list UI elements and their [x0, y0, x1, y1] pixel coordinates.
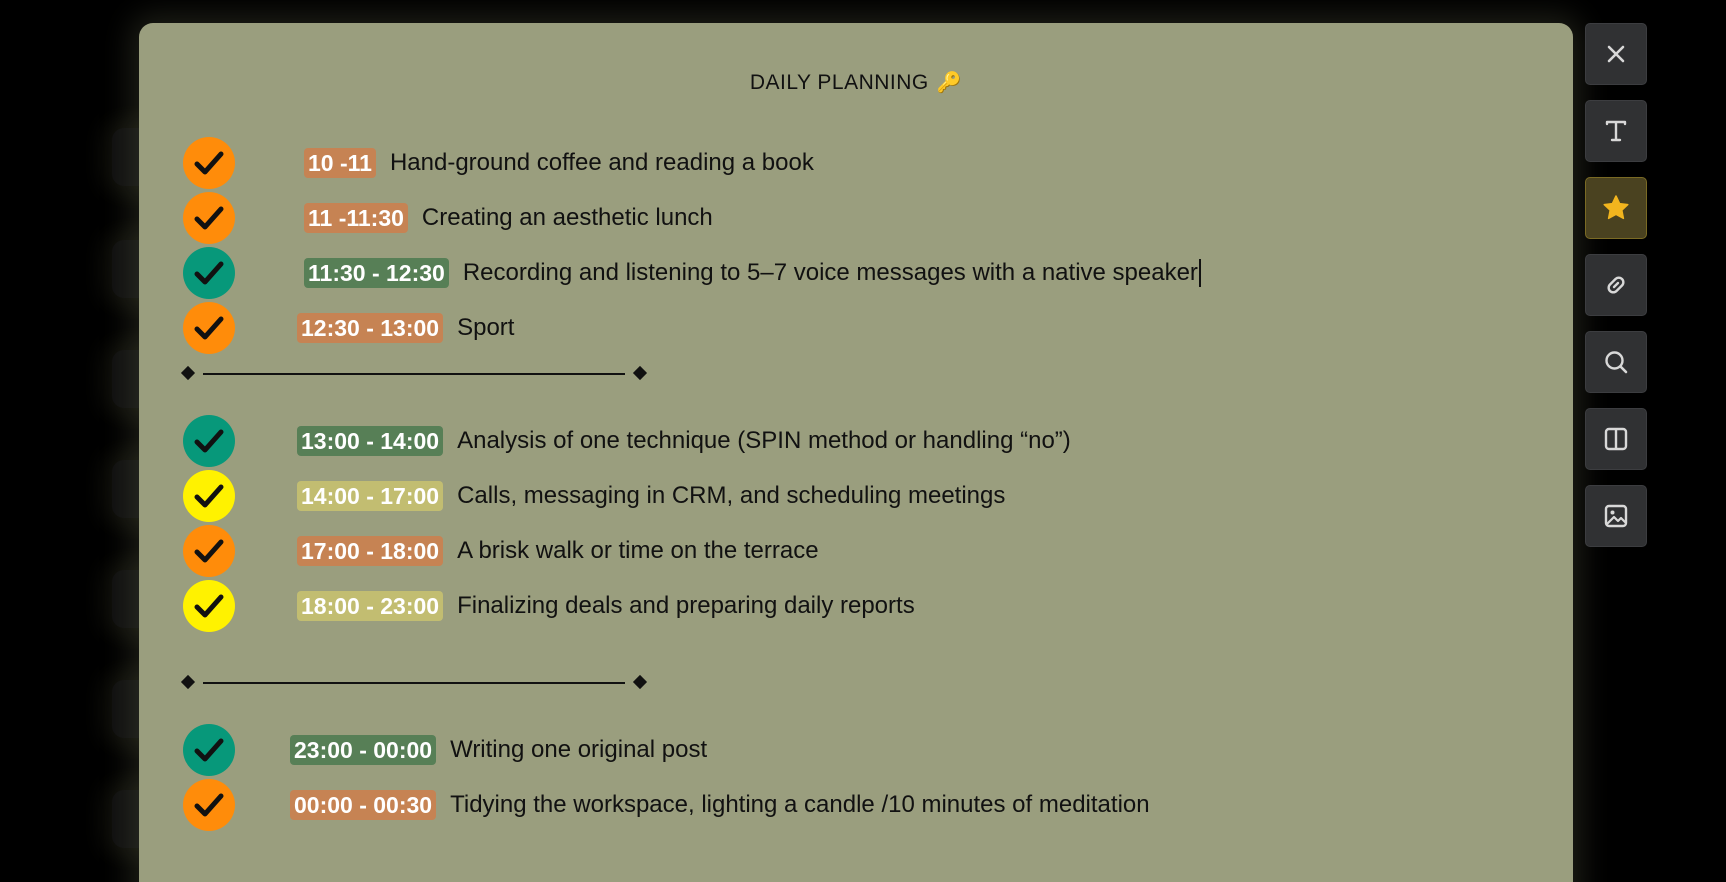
time-badge: 00:00 - 00:30 — [290, 790, 436, 820]
link-icon — [1600, 269, 1632, 301]
task-row — [183, 246, 1201, 300]
checkmark-icon — [191, 732, 227, 768]
task-checkbox[interactable] — [183, 779, 235, 831]
task-label: Hand-ground coffee and reading a book — [389, 149, 814, 176]
close-button[interactable] — [1585, 23, 1647, 85]
task-row — [183, 524, 819, 578]
task-checkbox[interactable] — [183, 192, 235, 244]
task-text[interactable] — [450, 736, 707, 764]
side-toolbar — [1585, 23, 1649, 562]
task-text[interactable] — [457, 314, 514, 342]
task-label: Sport — [457, 314, 515, 341]
time-badge: 13:00 - 14:00 — [297, 426, 443, 456]
task-label: Creating an aesthetic lunch — [421, 204, 713, 231]
link-button[interactable] — [1585, 254, 1647, 316]
time-badge: 18:00 - 23:00 — [297, 591, 443, 621]
diamond-icon — [633, 366, 647, 380]
page-title — [139, 70, 1573, 95]
time-badge: 10 -11 — [304, 148, 376, 178]
image-icon — [1600, 500, 1632, 532]
time-badge: 17:00 - 18:00 — [297, 536, 443, 566]
task-text[interactable] — [457, 592, 915, 620]
star-icon — [1600, 192, 1632, 224]
checkmark-icon — [191, 423, 227, 459]
task-row — [183, 778, 1150, 832]
task-text[interactable] — [457, 482, 1005, 510]
task-checkbox[interactable] — [183, 302, 235, 354]
search-button[interactable] — [1585, 331, 1647, 393]
close-icon — [1600, 38, 1632, 70]
task-label: Finalizing deals and preparing daily reports — [457, 592, 915, 619]
image-button[interactable] — [1585, 485, 1647, 547]
task-row — [183, 301, 514, 355]
time-badge: 23:00 - 00:00 — [290, 735, 436, 765]
diamond-icon — [633, 675, 647, 689]
task-row — [183, 723, 707, 777]
task-checkbox[interactable] — [183, 470, 235, 522]
task-text[interactable] — [457, 427, 1071, 455]
task-label: A brisk walk or time on the terrace — [457, 537, 819, 564]
task-row — [183, 191, 713, 245]
section-divider — [181, 674, 647, 690]
task-label: Writing one original post — [450, 736, 708, 763]
task-checkbox[interactable] — [183, 580, 235, 632]
favorite-button[interactable] — [1585, 177, 1647, 239]
divider-line — [203, 373, 625, 375]
task-checkbox[interactable] — [183, 724, 235, 776]
task-label: Recording and listening to 5–7 voice messages with a native speaker — [462, 258, 1198, 286]
text-icon — [1600, 115, 1632, 147]
task-text[interactable] — [390, 149, 814, 177]
task-label: Calls, messaging in CRM, and scheduling meetings — [457, 482, 1006, 509]
text-cursor — [1199, 259, 1201, 287]
time-badge: 11 -11:30 — [304, 203, 408, 233]
split-view-icon — [1600, 423, 1632, 455]
divider-line — [203, 682, 625, 684]
diamond-icon — [181, 366, 195, 380]
task-checkbox[interactable] — [183, 415, 235, 467]
task-checkbox[interactable] — [183, 247, 235, 299]
checkmark-icon — [191, 533, 227, 569]
planner-card[interactable] — [139, 23, 1573, 882]
time-badge: 14:00 - 17:00 — [297, 481, 443, 511]
text-button[interactable] — [1585, 100, 1647, 162]
search-icon — [1600, 346, 1632, 378]
task-row — [183, 414, 1071, 468]
task-checkbox[interactable] — [183, 525, 235, 577]
checkmark-icon — [191, 145, 227, 181]
task-row — [183, 579, 915, 633]
task-text[interactable] — [463, 259, 1201, 288]
task-row — [183, 136, 814, 190]
checkmark-icon — [191, 310, 227, 346]
checkmark-icon — [191, 787, 227, 823]
split-view-button[interactable] — [1585, 408, 1647, 470]
key-icon: 🔑 — [936, 72, 963, 94]
task-label: Tidying the workspace, lighting a candle /10 minutes of meditation — [450, 791, 1150, 818]
task-row — [183, 469, 1005, 523]
section-divider — [181, 365, 647, 381]
task-text[interactable] — [422, 204, 713, 232]
task-checkbox[interactable] — [183, 137, 235, 189]
checkmark-icon — [191, 478, 227, 514]
task-text[interactable] — [450, 791, 1150, 819]
checkmark-icon — [191, 588, 227, 624]
task-label: Analysis of one technique (SPIN method or handling “no”) — [457, 427, 1071, 454]
checkmark-icon — [191, 200, 227, 236]
page-title-text: DAILY PLANNING — [749, 71, 929, 94]
task-text[interactable] — [457, 537, 818, 565]
diamond-icon — [181, 675, 195, 689]
checkmark-icon — [191, 255, 227, 291]
time-badge: 11:30 - 12:30 — [304, 258, 449, 288]
time-badge: 12:30 - 13:00 — [297, 313, 443, 343]
